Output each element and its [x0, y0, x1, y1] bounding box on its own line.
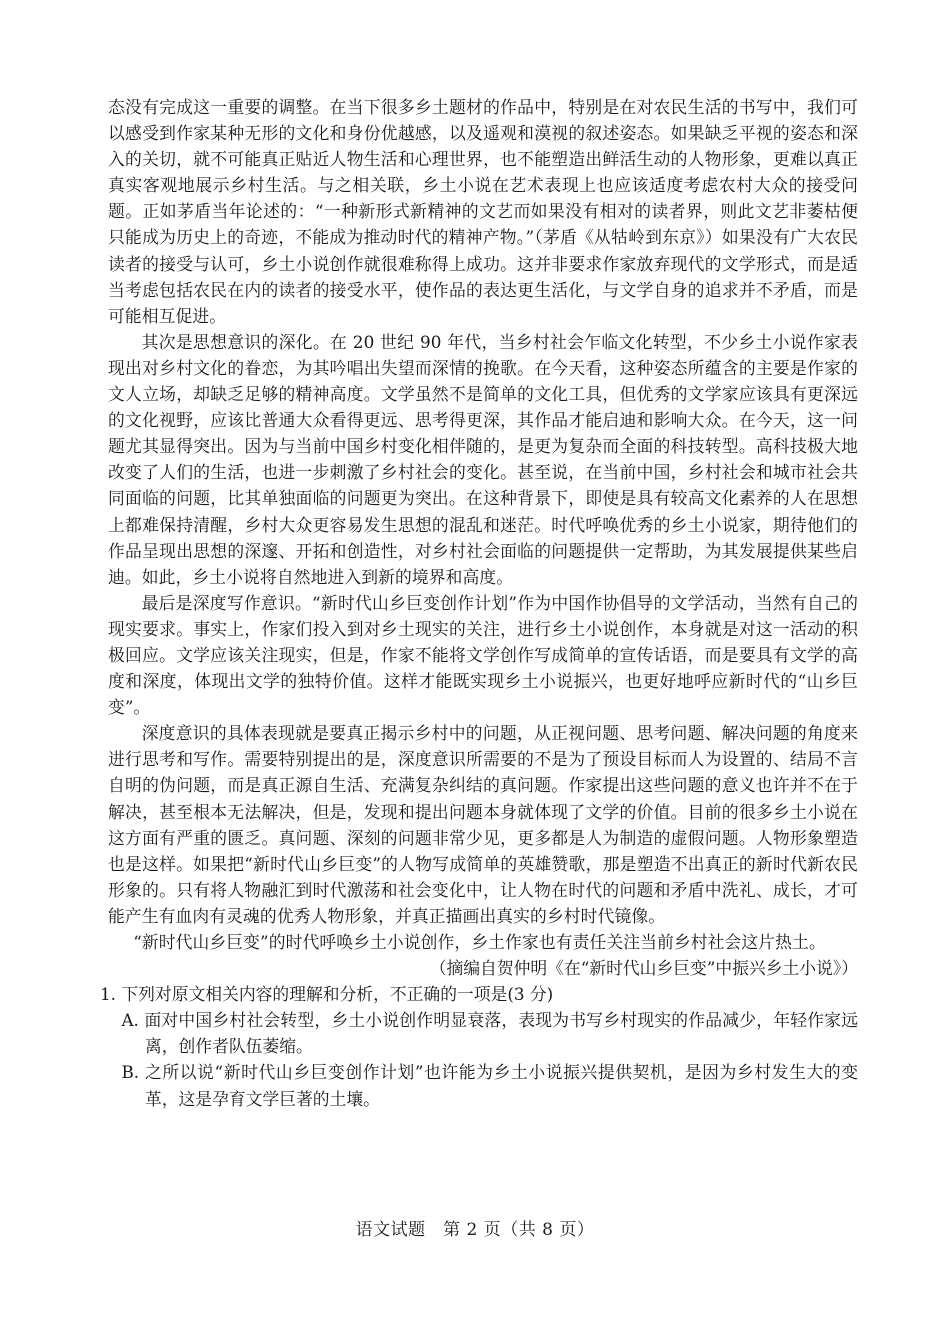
page-footer: 语文试题 第 2 页（共 8 页） [355, 1220, 595, 1240]
paragraph-4: 深度意识的具体表现就是要真正揭示乡村中的问题，从正视问题、思考问题、解决问题的角度来进行思考和写作。需要特别提出的是，深度意识所需要的不是为了预设目标而人为设置的、结局不言自明的伪问题，而是真正源自生活、充满复杂纠结的真问题。作家提出这些问题的意义也许并不在于解决，甚至根本无法解决，但是，发现和提出问题本身就体现了文学的价值。目前的很多乡土小说在这方面有严重的匮乏。真问题、深刻的问题非常少见，更多都是人为制造的虚假问题。人物形象塑造也是这样。如果把“新时代山乡巨变”的人物写成简单的英雄赞歌，那是塑造不出真正的新时代新农民形象的。只有将人物融汇到时代激荡和社会变化中，让人物在时代的问题和矛盾中洗礼、成长，才可能产生有血肉有灵魂的优秀人物形象，并真正描画出真实的乡村时代镜像。 [108, 723, 858, 926]
question-stem: 1. 下列对原文相关内容的理解和分析，不正确的一项是(3 分) [100, 984, 554, 1005]
option-a: A. 面对中国乡村社会转型，乡土小说创作明显衰落，表现为书写乡村现实的作品减少，年轻作家远离，创作者队伍萎缩。 [121, 1010, 858, 1057]
paragraph-1: 态没有完成这一重要的调整。在当下很多乡土题材的作品中，特别是在对农民生活的书写中，我们可以感受到作家某种无形的文化和身份优越感，以及遥观和漠视的叙述姿态。如果缺乏平视的姿态和深入的关切，就不可能真正贴近人物生活和心理世界，也不能塑造出鲜活生动的人物形象，更难以真正真实客观地展示乡村生活。与之相关联，乡土小说在艺术表现上也应该适度考虑农村大众的接受问题。正如茅盾当年论述的：“一种新形式新精神的文艺而如果没有相对的读者界，则此文艺非萎枯便只能成为历史上的奇迹，不能成为推动时代的精神产物。”（茅盾《从牯岭到东京》）如果没有广大农民读者的接受与认可，乡土小说创作就很难称得上成功。这并非要求作家放弃现代的文学形式，而是适当考虑包括农民在内的读者的接受水平，使作品的表达更生活化，与文学自身的追求并不矛盾，而是可能相互促进。 [108, 97, 858, 326]
paragraph-5: “新时代山乡巨变”的时代呼唤乡土小说创作，乡土作家也有责任关注当前乡村社会这片热土。 [133, 932, 826, 952]
paragraph-3: 最后是深度写作意识。“新时代山乡巨变创作计划”作为中国作协倡导的文学活动，当然有自己的现实要求。事实上，作家们投入到对乡土现实的关注，进行乡土小说创作，本身就是对这一活动的积极回应。文学应该关注现实，但是，作家不能将文学创作写成简单的宣传话语，而是要具有文学的高度和深度，体现出文学的独特价值。这样才能既实现乡土小说振兴，也更好地呼应新时代的“山乡巨变”。 [108, 592, 858, 718]
option-b: B. 之所以说“新时代山乡巨变创作计划”也许能为乡土小说振兴提供契机，是因为乡村发生大的变革，这是孕育文学巨著的土壤。 [121, 1062, 858, 1109]
paragraph-2: 其次是思想意识的深化。在 20 世纪 90 年代，当乡村社会乍临文化转型，不少乡土小说作家表现出对乡村文化的眷恋，为其吟唱出失望而深情的挽歌。在今天看，这种姿态所蕴含的主要是作家的文人立场，却缺乏足够的精神高度。文学虽然不是简单的文化工具，但优秀的文学家应该具有更深远的文化视野，应该比普通大众看得更远、思考得更深，其作品才能启迪和影响大众。在今天，这一问题尤其显得突出。因为与当前中国乡村变化相伴随的，是更为复杂而全面的科技转型。高科技极大地改变了人们的生活，也进一步刺激了乡村社会的变化。甚至说，在当前中国，乡村社会和城市社会共同面临的问题，比其单独面临的问题更为突出。在这种背景下，即使是具有较高文化素养的人在思想上都难保持清醒，乡村大众更容易发生思想的混乱和迷茫。时代呼唤优秀的乡土小说家，期待他们的作品呈现出思想的深邃、开拓和创造性，对乡村社会面临的问题提供一定帮助，为其发展提供某些启迪。如此，乡土小说将自然地进入到新的境界和高度。 [108, 331, 858, 587]
source-citation: （摘编自贺仲明《在“新时代山乡巨变”中振兴乡土小说》） [429, 958, 858, 979]
